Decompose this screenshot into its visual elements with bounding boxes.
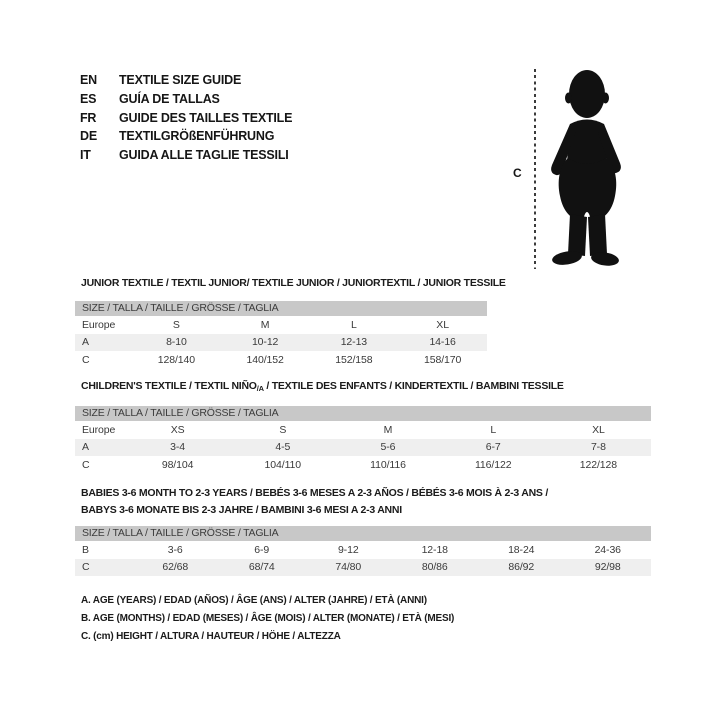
table-cell: 8-10 — [166, 336, 187, 349]
children-table — [75, 421, 651, 474]
junior-textile-title: JUNIOR TEXTILE / TEXTIL JUNIOR/ TEXTILE JUNIOR / JUNIORTEXTIL / JUNIOR TESSILE — [81, 277, 506, 289]
row-label: B — [82, 543, 89, 556]
table-cell: XS — [170, 423, 185, 436]
row-label: Europe — [82, 423, 116, 436]
table-cell: 86/92 — [508, 561, 535, 574]
language-code: IT — [80, 148, 91, 163]
table-cell: 12-18 — [421, 543, 448, 556]
children-title-main: CHILDREN'S TEXTILE / TEXTIL NIÑO — [81, 380, 257, 392]
table-cell: 18-24 — [508, 543, 535, 556]
row-label: A — [82, 336, 89, 349]
legend-line: C. (cm) HEIGHT / ALTURA / HAUTEUR / HÖHE / ALTEZZA — [81, 631, 341, 642]
table-cell: 92/98 — [594, 561, 621, 574]
legend-line: A. AGE (YEARS) / EDAD (AÑOS) / ÂGE (ANS) / ALTER (JAHRE) / ETÀ (ANNI) — [81, 595, 427, 606]
table-cell: 62/68 — [162, 561, 189, 574]
junior-size-header: SIZE / TALLA / TAILLE / GRÖSSE / TAGLIA — [75, 301, 487, 316]
children-title-subscript: /A — [256, 384, 264, 393]
language-label: GUÍA DE TALLAS — [119, 92, 220, 107]
table-cell: 3-6 — [167, 543, 183, 556]
table-row — [75, 541, 651, 559]
language-row — [80, 108, 292, 127]
babies-title-line2: BABYS 3-6 MONATE BIS 2-3 JAHRE / BAMBINI 3-6 MESI A 2-3 ANNI — [81, 504, 402, 516]
language-code: EN — [80, 73, 97, 88]
table-cell: 80/86 — [421, 561, 448, 574]
baby-silhouette-icon — [542, 68, 628, 268]
table-cell: 140/152 — [246, 353, 284, 366]
table-cell: 9-12 — [337, 543, 359, 556]
children-title-rest: / TEXTILE DES ENFANTS / KINDERTEXTIL / BAMBINI TESSILE — [263, 380, 564, 392]
table-cell: 122/128 — [579, 458, 618, 471]
table-cell: 98/104 — [161, 458, 194, 471]
table-row — [75, 439, 651, 457]
table-cell: 116/122 — [474, 458, 512, 471]
measurement-legend — [75, 592, 454, 646]
table-cell: 6-7 — [485, 441, 501, 454]
table-cell: 110/116 — [370, 458, 406, 471]
table-row — [75, 421, 651, 439]
table-cell: 7-8 — [590, 441, 606, 454]
babies-table — [75, 541, 651, 576]
language-list — [80, 71, 292, 164]
legend-line: B. AGE (MONTHS) / EDAD (MESES) / ÂGE (MOIS) / ALTER (MONATE) / ETÀ (MESI) — [81, 613, 455, 624]
language-code: DE — [80, 129, 97, 144]
language-label: TEXTILGRÖßENFÜHRUNG — [119, 129, 275, 144]
table-cell: S — [172, 318, 180, 331]
table-cell: M — [383, 423, 393, 436]
babies-textile-section — [75, 485, 651, 576]
table-row — [75, 316, 487, 334]
table-cell: 104/110 — [264, 458, 302, 471]
row-label: C — [82, 458, 90, 471]
table-row — [75, 334, 487, 352]
language-code: ES — [80, 92, 97, 107]
height-label-c: C — [513, 166, 522, 180]
table-cell: 3-4 — [170, 441, 186, 454]
table-row — [75, 559, 651, 577]
language-row — [80, 90, 292, 109]
table-cell: L — [351, 318, 357, 331]
height-measure-line — [534, 69, 536, 269]
table-cell: 74/80 — [335, 561, 362, 574]
table-cell: S — [279, 423, 287, 436]
table-row — [75, 456, 651, 474]
children-textile-title — [75, 380, 651, 393]
table-cell: 14-16 — [429, 336, 456, 349]
table-cell: 6-9 — [254, 543, 270, 556]
table-cell: M — [260, 318, 270, 331]
language-label: GUIDE DES TAILLES TEXTILE — [119, 110, 293, 125]
row-label: Europe — [82, 318, 116, 331]
table-cell: 128/140 — [157, 353, 195, 366]
table-cell: 158/170 — [423, 353, 462, 366]
table-cell: XL — [436, 318, 449, 331]
language-row — [80, 146, 292, 165]
babies-title-line1: BABIES 3-6 MONTH TO 2-3 YEARS / BEBÉS 3-6 MESES A 2-3 AÑOS / BÉBÉS 3-6 MOIS À 2-3 ANS / — [81, 487, 549, 499]
children-textile-section — [75, 380, 651, 474]
table-cell: 152/158 — [335, 353, 373, 366]
table-cell: 5-6 — [380, 441, 396, 454]
table-cell: L — [490, 423, 497, 436]
language-row — [80, 127, 292, 146]
row-label: A — [82, 441, 89, 454]
children-size-header: SIZE / TALLA / TAILLE / GRÖSSE / TAGLIA — [75, 406, 651, 421]
table-cell: 10-12 — [251, 336, 279, 349]
table-cell: 68/74 — [248, 561, 275, 574]
table-cell: 12-13 — [340, 336, 368, 349]
table-cell: XL — [592, 423, 605, 436]
language-label: TEXTILE SIZE GUIDE — [119, 73, 242, 88]
table-cell: 24-36 — [594, 543, 621, 556]
babies-size-header: SIZE / TALLA / TAILLE / GRÖSSE / TAGLIA — [75, 526, 651, 541]
language-row — [80, 71, 292, 90]
row-label: C — [82, 561, 90, 574]
table-row — [75, 351, 487, 369]
language-label: GUIDA ALLE TAGLIE TESSILI — [119, 148, 289, 163]
junior-table — [75, 316, 487, 369]
junior-textile-section — [75, 277, 506, 369]
row-label: C — [82, 353, 90, 366]
table-cell: 4-5 — [275, 441, 291, 454]
language-code: FR — [80, 110, 97, 125]
